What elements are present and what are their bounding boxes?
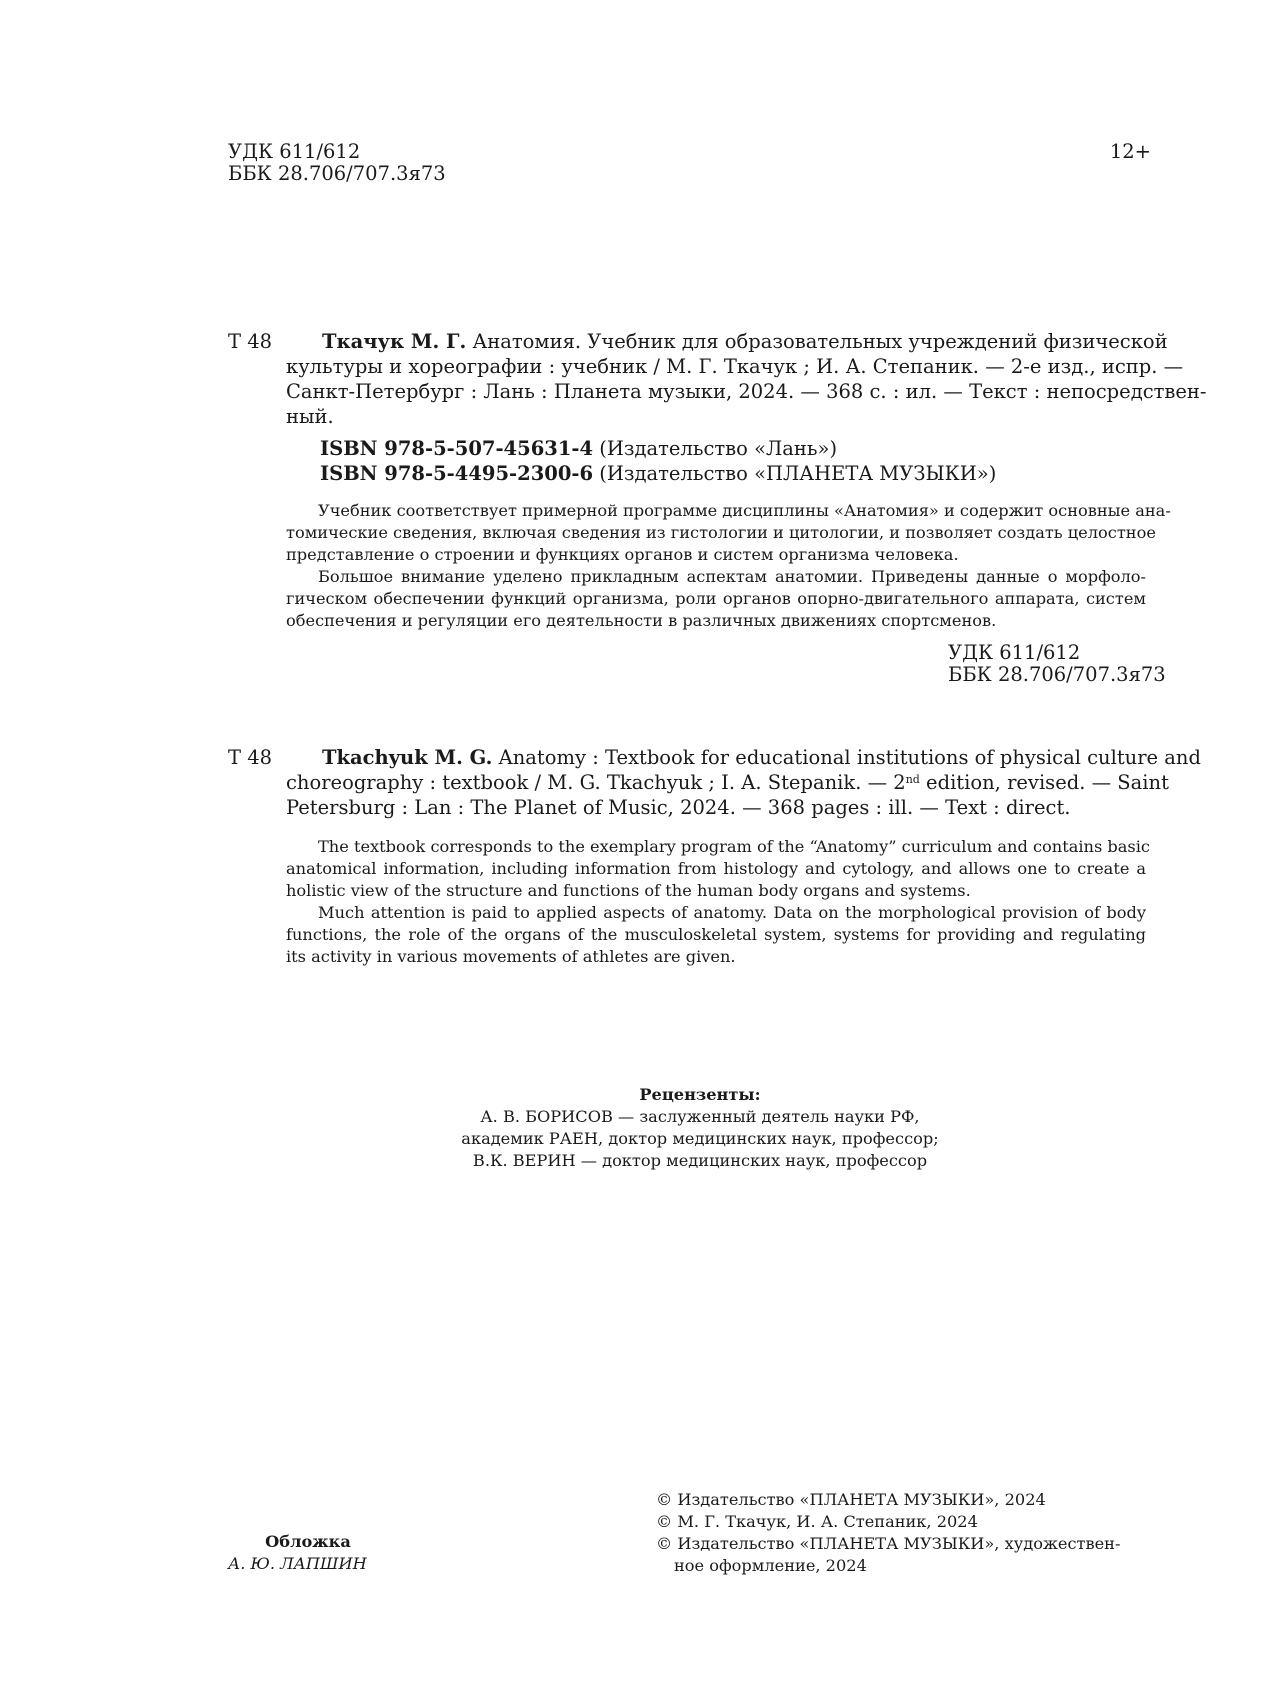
ru-entry-code: Т 48: [228, 330, 273, 353]
copyright-line: © Издательство «ПЛАНЕТА МУЗЫКИ», художествен-: [656, 1534, 1121, 1553]
en-entry-code: T 48: [228, 746, 273, 769]
age-rating-badge: 12+: [1109, 140, 1151, 163]
cover-designer: А. Ю. ЛАПШИН: [228, 1554, 367, 1573]
en-entry-line: Petersburg : Lan : The Planet of Music, 2024. — 368 pages : ill. — Text : direct.: [286, 796, 1071, 819]
isbn-number: ISBN 978-5-4495-2300-6: [320, 462, 594, 485]
header-udk: УДК 611/612: [228, 140, 361, 163]
ru-entry-author: Ткачук М. Г.: [322, 330, 467, 353]
en-abstract-line: holistic view of the structure and functions of the human body organs and systems.: [286, 881, 971, 900]
copyright-line: © М. Г. Ткачук, И. А. Степаник, 2024: [656, 1512, 978, 1531]
ru-entry-line: Ткачук М. Г. Анатомия. Учебник для образовательных учреждений физической: [322, 330, 1168, 353]
cover-credit: [228, 1531, 388, 1575]
ru-entry-description: [286, 329, 1207, 429]
reviewer-line: А. В. БОРИСОВ — заслуженный деятель науки РФ,: [480, 1107, 920, 1126]
cover-label: Обложка: [265, 1532, 351, 1551]
isbn-publisher: (Издательство «Лань»): [599, 437, 838, 460]
ru-abstract-line: томические сведения, включая сведения из гистологии и цитологии, и позволяет создать целостное: [286, 523, 1156, 542]
ru-entry-line: ный.: [286, 405, 334, 428]
reviewer-line: академик РАЕН, доктор медицинских наук, профессор;: [461, 1129, 939, 1148]
en-entry-line: choreography : textbook / M. G. Tkachyuk ; I. A. Stepanik. — 2nd edition, revised. — Saint: [286, 771, 1169, 794]
reviewer-line: В.К. ВЕРИН — доктор медицинских наук, профессор: [472, 1151, 928, 1170]
ru-abstract-line: гическом обеспечении функций организма, роли органов опорно-двигательного аппарата, систем: [286, 589, 1146, 608]
en-abstract-line: Much attention is paid to applied aspects of anatomy. Data on the morphological provision of body: [318, 903, 1146, 922]
en-abstract-line: The textbook corresponds to the exemplary program of the “Anatomy” curriculum and contains basic: [318, 837, 1150, 856]
copyright-line: © Издательство «ПЛАНЕТА МУЗЫКИ», 2024: [656, 1490, 1046, 1509]
ru-abstract-line: представление о строении и функциях органов и систем организма человека.: [286, 545, 959, 564]
copyright-line: ное оформление, 2024: [674, 1556, 867, 1575]
ru-abstract-line: обеспечения и регуляции его деятельности в различных движениях спортсменов.: [286, 611, 997, 630]
en-abstract-line: anatomical information, including information from histology and cytology, and allows one to create a: [286, 859, 1146, 878]
ru-entry-line: культуры и хореографии : учебник / М. Г. Ткачук ; И. А. Степаник. — 2-е изд., испр. —: [286, 355, 1184, 378]
en-entry-description: [286, 745, 1201, 820]
ru-entry-line: Санкт-Петербург : Лань : Планета музыки, 2024. — 368 с. : ил. — Текст : непосредствен-: [286, 380, 1207, 403]
isbn-number: ISBN 978-5-507-45631-4: [320, 437, 594, 460]
en-abstract-line: its activity in various movements of athletes are given.: [286, 947, 736, 966]
isbn-publisher: (Издательство «ПЛАНЕТА МУЗЫКИ»): [599, 462, 997, 485]
en-abstract: [286, 836, 1150, 968]
superscript-nd: nd: [905, 773, 920, 786]
ru-abstract: [286, 500, 1171, 632]
ru-abstract-line: Учебник соответствует примерной программе дисциплины «Анатомия» и содержит основные ана-: [318, 501, 1171, 520]
ru-entry-udk: УДК 611/612: [948, 641, 1081, 664]
ru-entry-bbk: ББК 28.706/707.3я73: [948, 663, 1166, 686]
ru-abstract-line: Большое внимание уделено прикладным аспектам анатомии. Приведены данные о морфоло-: [318, 567, 1146, 586]
en-entry-line: Tkachyuk M. G. Anatomy : Textbook for educational institutions of physical culture and: [322, 746, 1201, 769]
en-entry-author: Tkachyuk M. G.: [322, 746, 493, 769]
reviewers-block: [380, 1084, 1020, 1172]
isbn-line: [320, 461, 996, 486]
copyright-block: [656, 1489, 1120, 1577]
reviewers-heading: Рецензенты:: [639, 1085, 761, 1104]
en-abstract-line: functions, the role of the organs of the musculoskeletal system, systems for providing and regulating: [286, 925, 1146, 944]
header-bbk: ББК 28.706/707.3я73: [228, 162, 446, 185]
isbn-line: [320, 436, 837, 461]
